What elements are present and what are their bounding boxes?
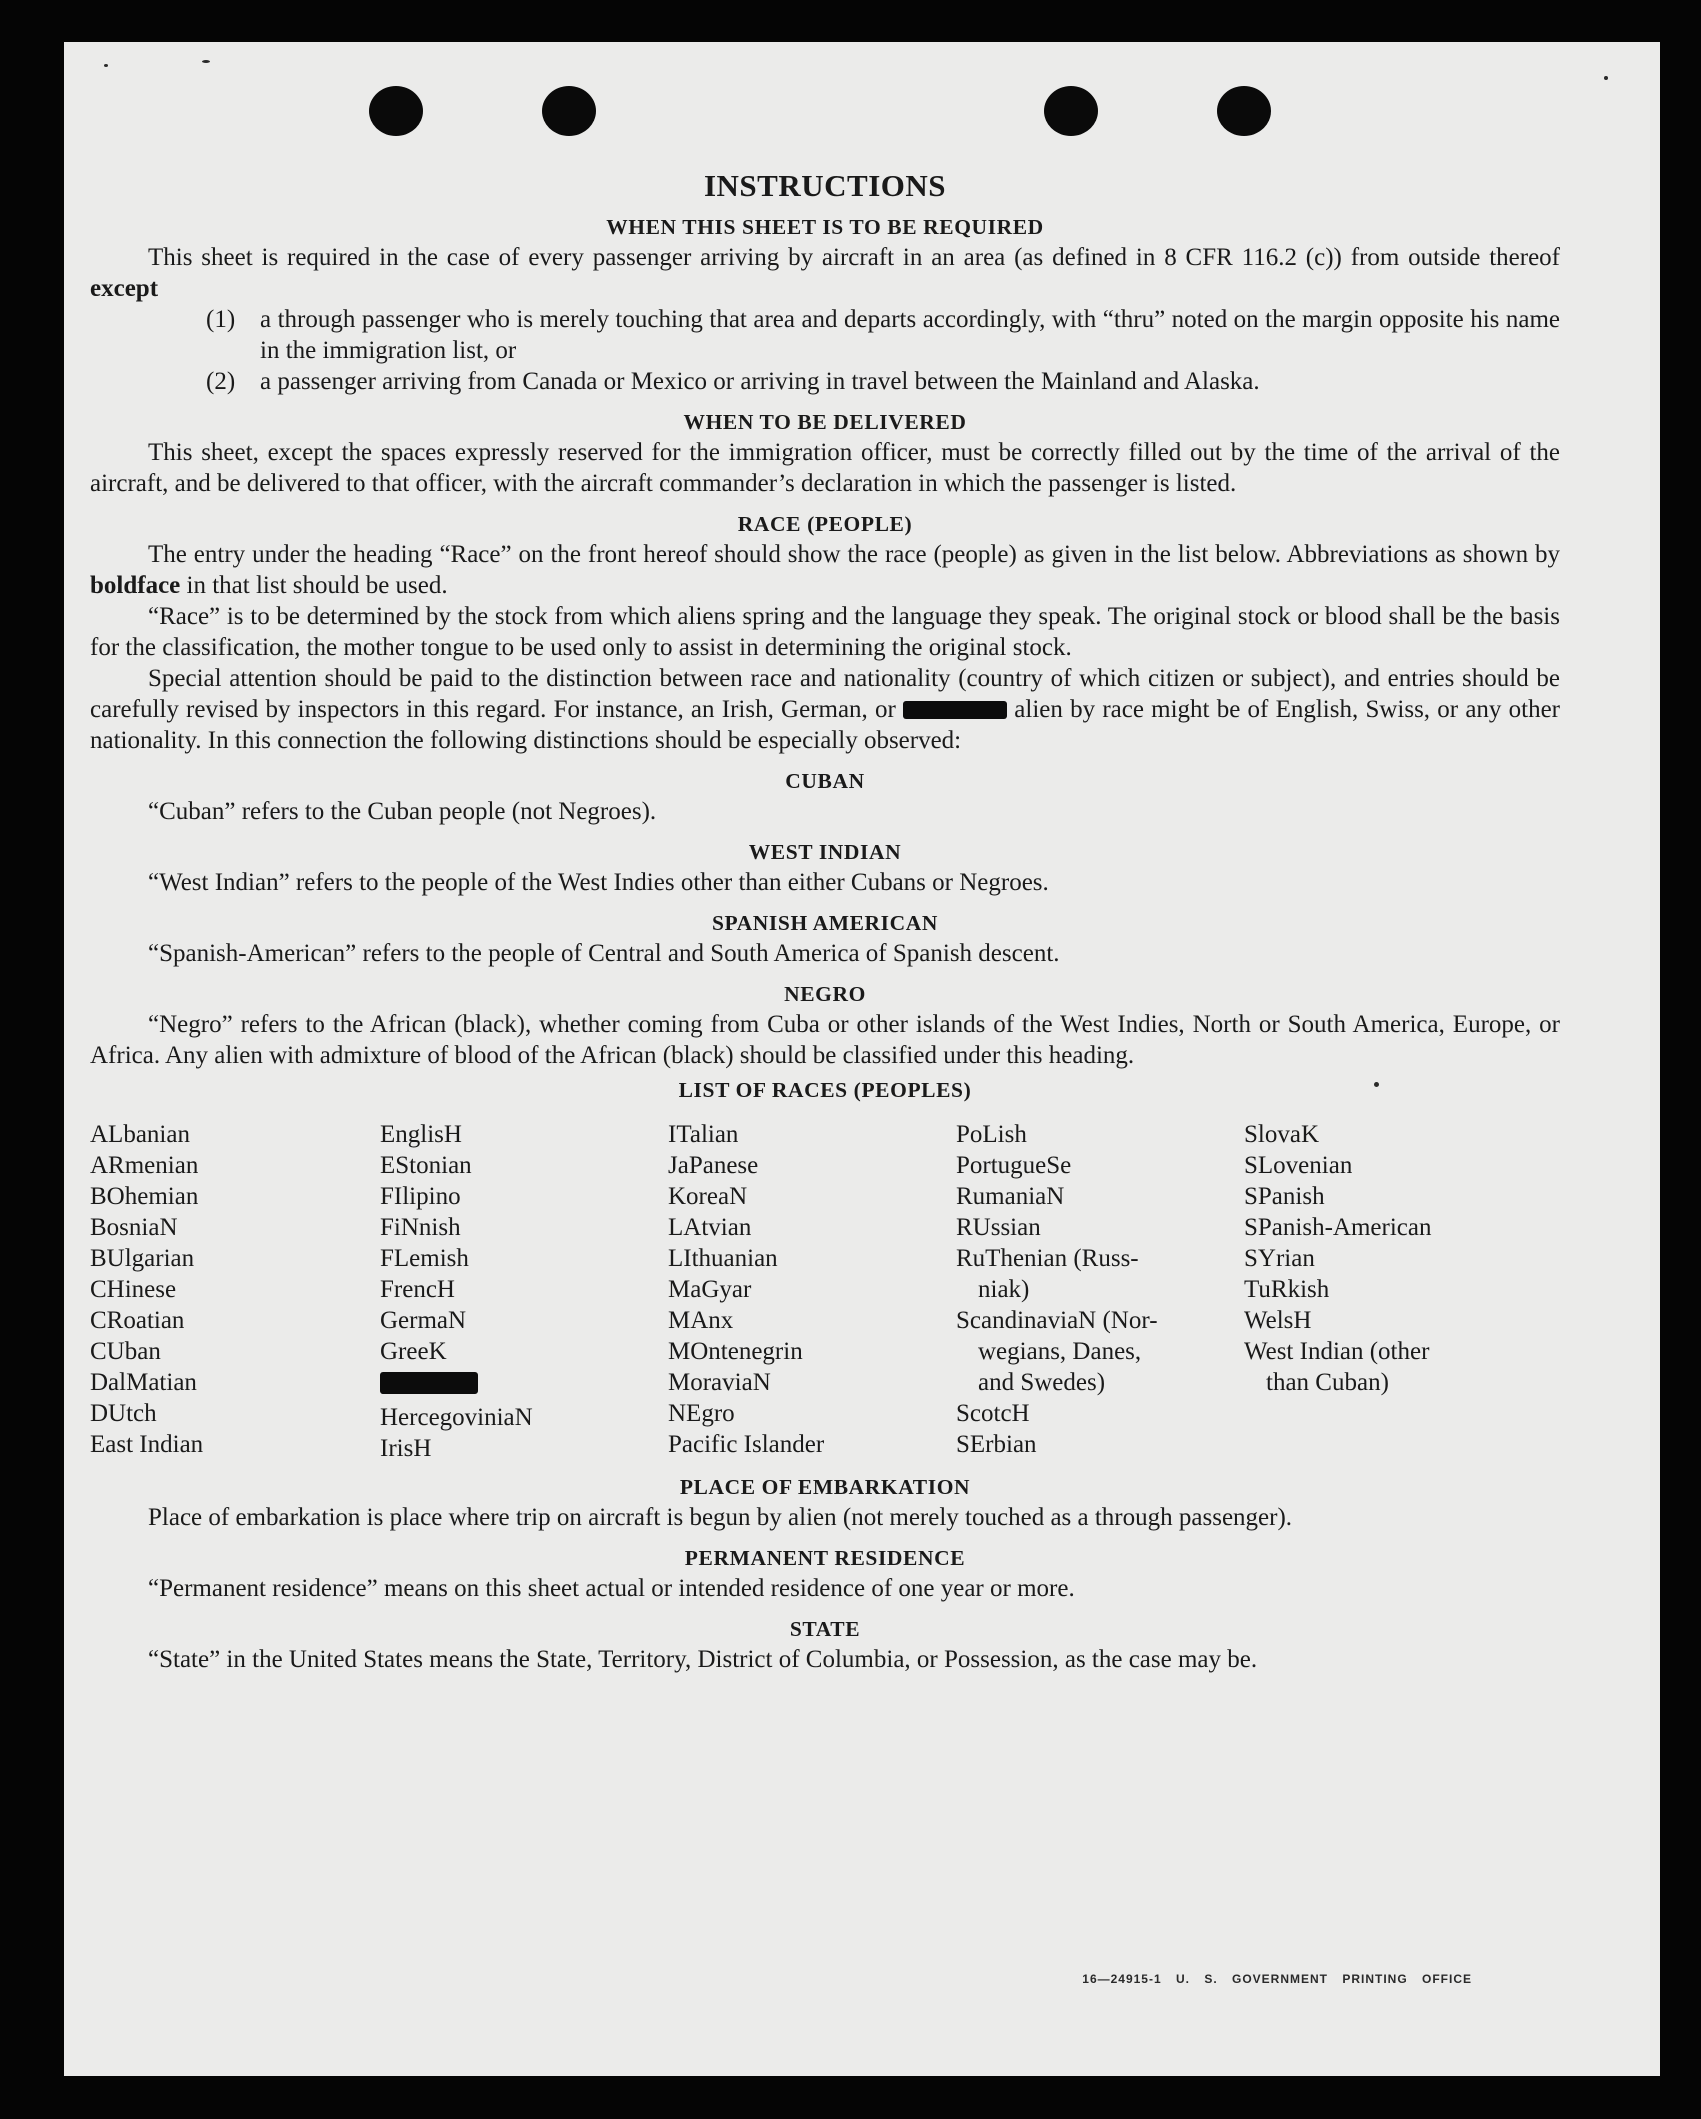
- section-heading-race: RACE (PEOPLE): [737, 512, 913, 536]
- race-item: MoraviaN: [668, 1369, 771, 1396]
- race-list: [90, 1119, 1560, 1464]
- race-item: IrisH: [380, 1435, 432, 1462]
- paragraph-state: “State” in the United States means the State, Territory, District of Columbia, or Possession, as the case may be.: [148, 1646, 1258, 1673]
- race-column: [380, 1119, 668, 1464]
- speck: [202, 60, 210, 63]
- race-item: CUban: [90, 1338, 161, 1365]
- race-item: RumaniaN: [956, 1183, 1065, 1210]
- race-item: SLovenian: [1244, 1152, 1353, 1179]
- page-title: INSTRUCTIONS: [703, 168, 946, 203]
- paragraph-residence: “Permanent residence” means on this sheet actual or intended residence of one year or more.: [148, 1575, 1075, 1602]
- paragraph-when-required: [90, 242, 1560, 304]
- race-item: ScotcH: [956, 1400, 1030, 1427]
- paragraph-race-2: “Race” is to be determined by the stock from which aliens spring and the language they speak. The original stock or blood shall be the basis for the classification, the mother tongue to be used only to assist in determining the original stock.: [90, 603, 1560, 661]
- race-item: FLemish: [380, 1245, 469, 1272]
- section-heading-negro: NEGRO: [784, 982, 866, 1006]
- race-item: ScandinaviaN (Nor-: [956, 1307, 1158, 1334]
- exception-number: (2): [206, 368, 236, 395]
- race-item: PortugueSe: [956, 1152, 1072, 1179]
- paragraph-race-3: [90, 663, 1560, 756]
- paragraph-negro: “Negro” refers to the African (black), whether coming from Cuba or other islands of the West Indies, North or South America, Europe, or Africa. Any alien with admixture of blood of the African (black) should be classified under this heading.: [90, 1011, 1560, 1069]
- race-item-redacted: [380, 1367, 668, 1402]
- race-item: MOntenegrin: [668, 1338, 803, 1365]
- section-heading-state: STATE: [789, 1617, 861, 1641]
- paragraph-spanish-american: “Spanish-American” refers to the people of Central and South America of Spanish descent.: [148, 940, 1060, 967]
- section-heading-when-required: WHEN THIS SHEET IS TO BE REQUIRED: [606, 215, 1044, 239]
- document-sheet: [64, 42, 1660, 2076]
- race-item: FrencH: [380, 1276, 455, 1303]
- race-item: East Indian: [90, 1431, 204, 1458]
- race-item: GermaN: [380, 1307, 467, 1334]
- race-item: SPanish: [1244, 1183, 1325, 1210]
- section-heading-cuban: CUBAN: [785, 769, 865, 793]
- race-item: CHinese: [90, 1276, 177, 1303]
- race-item: SlovaK: [1244, 1121, 1319, 1148]
- exception-text: a through passenger who is merely touching that area and departs accordingly, with “thru” noted on the margin opposite his name in the immigration list, or: [260, 306, 1560, 364]
- race-item: EnglisH: [380, 1121, 462, 1148]
- race-item: ALbanian: [90, 1121, 190, 1148]
- race-item: than Cuban): [1266, 1369, 1389, 1396]
- section-heading-west-indian: WEST INDIAN: [748, 840, 902, 864]
- paragraph-embarkation: Place of embarkation is place where trip on aircraft is begun by alien (not merely touched as a through passenger).: [148, 1504, 1293, 1531]
- race-item: MaGyar: [668, 1276, 752, 1303]
- race-item: CRoatian: [90, 1307, 185, 1334]
- paragraph-text: in that list should be used.: [180, 572, 448, 599]
- race-item: FIlipino: [380, 1183, 461, 1210]
- race-item: NEgro: [668, 1400, 735, 1427]
- race-column: [90, 1119, 380, 1464]
- race-item: LAtvian: [668, 1214, 752, 1241]
- race-item: and Swedes): [978, 1369, 1106, 1396]
- race-item: SPanish-American: [1244, 1214, 1432, 1241]
- race-item: BosniaN: [90, 1214, 178, 1241]
- race-item: RUssian: [956, 1214, 1041, 1241]
- race-item: DalMatian: [90, 1369, 197, 1396]
- bold-text: except: [90, 275, 159, 302]
- redaction-mark: [380, 1372, 478, 1394]
- speck: [104, 64, 108, 67]
- race-item: SErbian: [956, 1431, 1037, 1458]
- race-item: WelsH: [1244, 1307, 1312, 1334]
- race-item: BOhemian: [90, 1183, 199, 1210]
- paragraph-west-indian: “West Indian” refers to the people of the West Indies other than either Cubans or Negroes.: [148, 869, 1049, 896]
- race-item: MAnx: [668, 1307, 734, 1334]
- paragraph-text: This sheet is required in the case of every passenger arriving by aircraft in an area (as defined in 8 CFR 116.2 (c)) from outside thereof: [148, 244, 1560, 271]
- punch-hole: [1044, 86, 1098, 136]
- race-column: [956, 1119, 1244, 1464]
- race-item: GreeK: [380, 1338, 447, 1365]
- section-heading-embarkation: PLACE OF EMBARKATION: [679, 1475, 971, 1499]
- race-item: KoreaN: [668, 1183, 748, 1210]
- paragraph-cuban: “Cuban” refers to the Cuban people (not Negroes).: [148, 798, 657, 825]
- race-column: [668, 1119, 956, 1464]
- race-item: JaPanese: [668, 1152, 759, 1179]
- redaction-mark: [903, 701, 1007, 719]
- section-heading-when-delivered: WHEN TO BE DELIVERED: [683, 410, 967, 434]
- paragraph-text: alien by race might be of English, Swiss, or any other nationality. In this connection the following distinctions should be especially observed:: [90, 696, 1561, 754]
- race-item: ITalian: [668, 1121, 739, 1148]
- race-column: [1244, 1119, 1532, 1464]
- race-item: Pacific Islander: [668, 1431, 825, 1458]
- race-item: niak): [978, 1276, 1030, 1303]
- exception-text: a passenger arriving from Canada or Mexico or arriving in travel between the Mainland and Alaska.: [260, 368, 1260, 395]
- race-item: LIthuanian: [668, 1245, 778, 1272]
- race-item: SYrian: [1244, 1245, 1315, 1272]
- race-item: TuRkish: [1244, 1276, 1330, 1303]
- section-heading-spanish-american: SPANISH AMERICAN: [711, 911, 939, 935]
- section-heading-residence: PERMANENT RESIDENCE: [684, 1546, 966, 1570]
- paragraph-text: Special attention should be paid to the distinction between race and nationality (country of which citizen or subject), and entries should be carefully revised by inspectors in this regard. For instance, an Irish, German, or: [90, 665, 1560, 723]
- race-item: DUtch: [90, 1400, 157, 1427]
- instructions-content: [90, 166, 1560, 1675]
- bold-text: boldface: [90, 572, 181, 599]
- race-item: FiNnish: [380, 1214, 461, 1241]
- section-heading-list-of-races: LIST OF RACES (PEOPLES): [678, 1078, 972, 1102]
- race-item: EStonian: [380, 1152, 472, 1179]
- race-item: wegians, Danes,: [978, 1338, 1142, 1365]
- paragraph-when-delivered: This sheet, except the spaces expressly reserved for the immigration officer, must be correctly filled out by the time of the arrival of the aircraft, and be delivered to that officer, with the aircraft commander’s declaration in which the passenger is listed.: [90, 439, 1560, 497]
- speck: [1604, 76, 1608, 80]
- exception-item: [206, 366, 1560, 397]
- race-item: West Indian (other: [1244, 1338, 1430, 1365]
- punch-hole: [1217, 86, 1271, 136]
- race-item: HercegoviniaN: [380, 1404, 533, 1431]
- race-item: BUlgarian: [90, 1245, 195, 1272]
- paragraph-text: The entry under the heading “Race” on the front hereof should show the race (people) as given in the list below. Abbreviations as shown by: [148, 541, 1560, 568]
- race-item: PoLish: [956, 1121, 1027, 1148]
- printing-office-footer: 16—24915-1 U. S. GOVERNMENT PRINTING OFFICE: [1082, 1972, 1472, 1986]
- race-item: RuThenian (Russ-: [956, 1245, 1139, 1272]
- punch-hole: [369, 86, 423, 136]
- race-item: ARmenian: [90, 1152, 199, 1179]
- exception-item: [206, 304, 1560, 366]
- punch-hole: [542, 86, 596, 136]
- paragraph-race-1: [90, 539, 1560, 601]
- exception-number: (1): [206, 306, 236, 333]
